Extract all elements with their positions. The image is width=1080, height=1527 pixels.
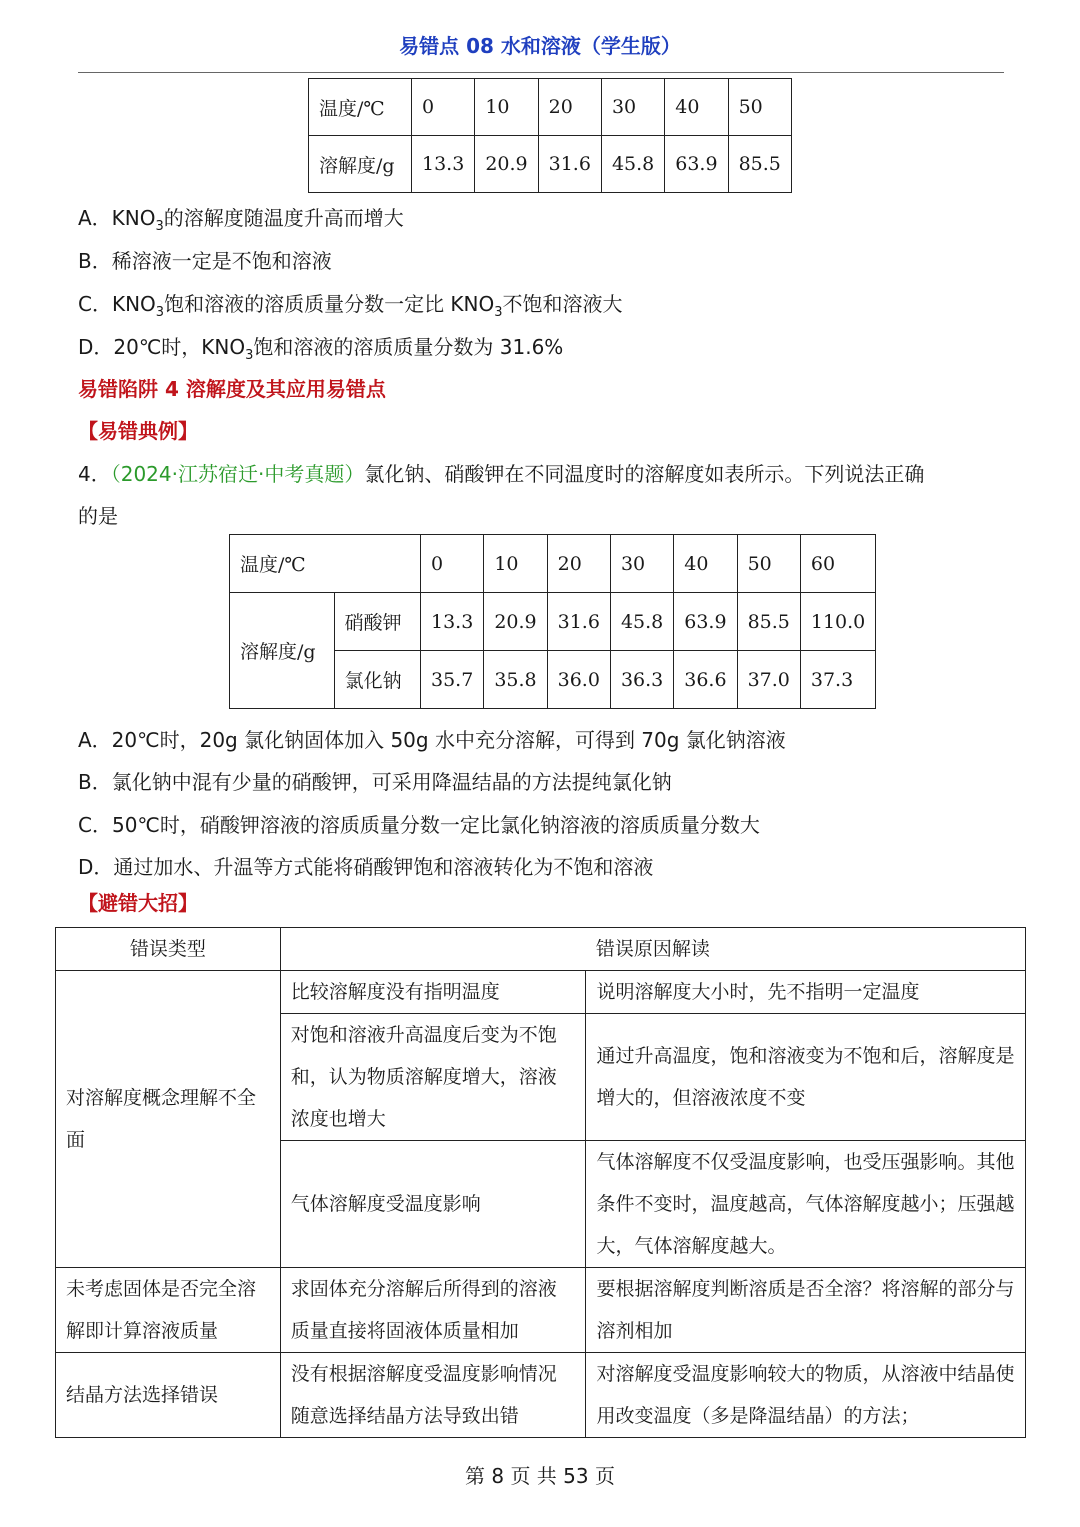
table-cell: 63.9 [665,136,728,193]
table-cell: 对溶解度概念理解不全面 [56,971,281,1268]
table-cell: 对溶解度受温度影响较大的物质，从溶液中结晶使用改变温度（多是降温结晶）的方法； [586,1353,1026,1438]
table-header-cell: 错误类型 [56,928,281,971]
q4-option-c: C．50℃时，硝酸钾溶液的溶质质量分数一定比氯化钠溶液的溶质质量分数大 [78,813,760,837]
table-cell: 45.8 [610,593,673,651]
avoid-errors-label: 【避错大招】 [78,891,198,915]
table-cell: 气体溶解度不仅受温度影响，也受压强影响。其他条件不变时，温度越高，气体溶解度越小；压强越大，气体溶解度越大。 [586,1141,1026,1268]
table-row [56,928,1026,971]
table-cell: 0 [421,535,484,593]
table-cell: 13.3 [421,593,484,651]
table-cell: 30 [610,535,673,593]
header-divider [78,72,1004,73]
table-cell: 31.6 [547,593,610,651]
table-cell: 对饱和溶液升高温度后变为不饱和，认为物质溶解度增大，溶液浓度也增大 [280,1014,586,1141]
table-cell: 说明溶解度大小时，先不指明一定温度 [586,971,1026,1014]
q4-option-b: B．氯化钠中混有少量的硝酸钾，可采用降温结晶的方法提纯氯化钠 [78,770,672,794]
error-analysis-table [55,927,1026,1438]
trap4-heading: 易错陷阱 4 溶解度及其应用易错点 [78,377,386,401]
q4-source: （2024·江苏宿迁·中考真题） [110,462,365,486]
table-cell: 40 [674,535,737,593]
q3-option-d: D．20℃时，$KNO_3$饱和溶液的溶质质量分数为 31.6% [78,335,564,363]
table-cell: 未考虑固体是否完全溶解即计算溶液质量 [56,1268,281,1353]
page-header-title: 易错点 08 水和溶液（学生版） [399,34,681,58]
table-cell: 要根据溶解度判断溶质是否全溶？将溶解的部分与溶剂相加 [586,1268,1026,1353]
table-row [56,1353,1026,1438]
table-cell: 比较溶解度没有指明温度 [280,971,586,1014]
q3-option-a: A．$KNO_3$的溶解度随温度升高而增大 [78,206,404,234]
table-cell: 20.9 [484,593,547,651]
table-cell: 110.0 [800,593,875,651]
table-cell: 36.6 [674,651,737,709]
table-row [56,971,1026,1014]
table-cell: 温度/℃ [309,79,412,136]
table-cell: 求固体充分溶解后所得到的溶液质量直接将固液体质量相加 [280,1268,586,1353]
table-cell: 40 [665,79,728,136]
solubility-table-kno3-nacl [229,534,876,709]
table-cell: 溶解度/g [309,136,412,193]
table-cell: 0 [412,79,475,136]
table-row [56,1268,1026,1353]
table-cell: 50 [728,79,791,136]
table-cell: 36.0 [547,651,610,709]
q3-option-b: B．稀溶液一定是不饱和溶液 [78,249,332,273]
table-cell: 36.3 [610,651,673,709]
table-cell: 没有根据溶解度受温度影响情况随意选择结晶方法导致出错 [280,1353,586,1438]
table-cell: 35.7 [421,651,484,709]
table-cell: 氯化钠 [334,651,420,709]
page-number-footer: 第 8 页 共 53 页 [465,1464,615,1488]
q3-option-c: C．$KNO_3$饱和溶液的溶质质量分数一定比 $KNO_3$不饱和溶液大 [78,292,623,320]
table-row [309,79,792,136]
table-cell: 通过升高温度，饱和溶液变为不饱和后，溶解度是增大的，但溶液浓度不变 [586,1014,1026,1141]
example-label: 【易错典例】 [78,419,198,443]
q4-stem-line2: 的是 [78,504,118,528]
table-cell: 20.9 [475,136,538,193]
table-cell: 60 [800,535,875,593]
table-cell: 31.6 [538,136,601,193]
solubility-table-kno3 [308,78,792,193]
q4-option-a: A．20℃时，20g 氯化钠固体加入 50g 水中充分溶解，可得到 70g 氯化钠溶液 [78,728,786,752]
table-row [230,593,876,651]
table-cell: 硝酸钾 [334,593,420,651]
table-cell: 20 [538,79,601,136]
table-cell: 10 [484,535,547,593]
table-cell: 50 [737,535,800,593]
table-cell: 溶解度/g [230,593,335,709]
table-cell: 温度/℃ [230,535,421,593]
table-cell: 45.8 [601,136,664,193]
table-cell: 30 [601,79,664,136]
table-cell: 63.9 [674,593,737,651]
table-row [230,535,876,593]
table-cell: 10 [475,79,538,136]
table-cell: 85.5 [728,136,791,193]
table-cell: 20 [547,535,610,593]
table-cell: 35.8 [484,651,547,709]
table-cell: 37.3 [800,651,875,709]
q4-option-d: D．通过加水、升温等方式能将硝酸钾饱和溶液转化为不饱和溶液 [78,855,654,879]
q4-stem-line1: 4．（2024·江苏宿迁·中考真题）氯化钠、硝酸钾在不同温度时的溶解度如表所示。下列说法正确 [78,462,925,486]
table-row [309,136,792,193]
table-cell: 37.0 [737,651,800,709]
table-cell: 85.5 [737,593,800,651]
table-header-cell: 错误原因解读 [280,928,1025,971]
table-cell: 气体溶解度受温度影响 [280,1141,586,1268]
table-cell: 结晶方法选择错误 [56,1353,281,1438]
table-cell: 13.3 [412,136,475,193]
